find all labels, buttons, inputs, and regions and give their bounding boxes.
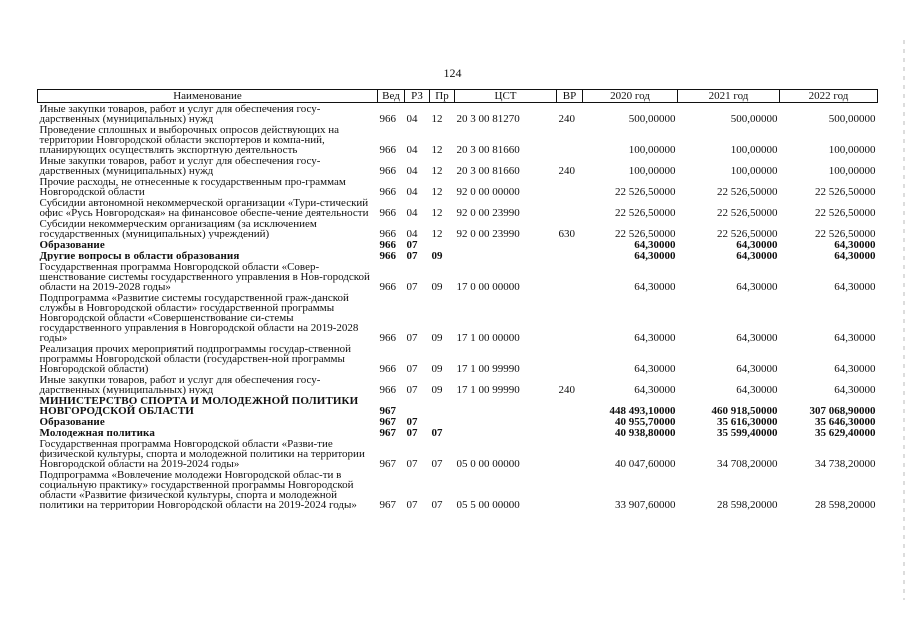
cell-pr: 12 (431, 207, 443, 219)
cell-cst: 92 0 00 23990 (456, 228, 520, 240)
cell-name: Подпрограмма «Развитие системы государственной граж-данской службы в Новгородской области» государственной программы Новгородской области «Совершенствование си-стемы государственного управления в Новгородской области на 2019-2028 годы» (39, 292, 359, 343)
table-row (38, 292, 878, 343)
cell-ved: 967 (379, 427, 396, 439)
cell-vr (557, 395, 583, 416)
table-row (38, 103, 878, 125)
cell-pr: 12 (431, 186, 443, 198)
table-row (38, 197, 878, 218)
cell-ved: 966 (379, 186, 396, 198)
table-header-row (38, 90, 878, 103)
cell-y2020: 448 493,10000 (609, 405, 676, 417)
cell-rz (405, 395, 430, 416)
cell-cst: 20 3 00 81660 (456, 144, 520, 156)
cell-y2021: 64,30000 (736, 384, 778, 396)
header-cst: ЦСТ (455, 90, 557, 103)
cell-rz: 04 (406, 207, 418, 219)
cell-cst: 92 0 00 00000 (456, 186, 520, 198)
header-vr: ВР (557, 90, 583, 103)
cell-name: Молодежная политика (39, 427, 155, 438)
cell-name: Проведение сплошных и выборочных опросов действующих на территории Новгородской области экспортеров и компа-ний, планирующих осуществлять экспортную деятельность (39, 124, 339, 155)
cell-pr: 12 (431, 144, 443, 156)
cell-ved: 966 (379, 144, 396, 156)
header-2020: 2020 год (583, 90, 678, 103)
cell-name: Государственная программа Новгородской области «Разви-тие физической культуры, спорта и молодежной политики на территории Новгородской области на 2019-2024 годы» (39, 438, 365, 469)
cell-y2022: 100,00000 (828, 144, 876, 156)
cell-pr: 09 (431, 384, 443, 396)
table-row (38, 176, 878, 197)
cell-ved: 966 (379, 384, 396, 396)
cell-y2021: 460 918,50000 (711, 405, 778, 417)
cell-pr: 09 (431, 281, 443, 293)
cell-name: МИНИСТЕРСТВО СПОРТА И МОЛОДЕЖНОЙ ПОЛИТИКИ НОВГОРОДСКОЙ ОБЛАСТИ (39, 395, 359, 416)
cell-y2020: 64,30000 (634, 363, 676, 375)
cell-rz: 07 (406, 384, 418, 396)
cell-pr: 12 (431, 228, 443, 240)
cell-name: Субсидии автономной некоммерческой организации «Тури-стический офис «Русь Новгородская» на финансовое обеспе-чение деятельности (39, 197, 369, 218)
cell-name: Иные закупки товаров, работ и услуг для обеспечения госу-дарственных (муниципальных) нужд (39, 155, 321, 176)
cell-pr: 07 (431, 427, 443, 439)
cell-y2020: 64,30000 (634, 281, 676, 293)
cell-ved: 966 (379, 281, 396, 293)
cell-rz: 04 (406, 228, 418, 240)
cell-y2022: 22 526,50000 (815, 186, 876, 198)
cell-y2021: 64,30000 (736, 332, 778, 344)
cell-ved: 966 (379, 250, 396, 262)
cell-y2021: 22 526,50000 (717, 228, 778, 240)
table-row (38, 438, 878, 469)
cell-ved: 966 (379, 363, 396, 375)
cell-y2020: 100,00000 (628, 144, 676, 156)
table-row (38, 427, 878, 438)
cell-name: Образование (39, 239, 105, 250)
cell-rz: 07 (406, 363, 418, 375)
table-row (38, 250, 878, 261)
header-name: Наименование (38, 90, 378, 103)
cell-vr (557, 250, 583, 261)
cell-y2022: 100,00000 (828, 165, 876, 177)
cell-ved: 966 (379, 165, 396, 177)
cell-vr (557, 469, 583, 510)
cell-pr: 07 (431, 458, 443, 470)
cell-y2020: 33 907,60000 (615, 499, 676, 511)
cell-y2021: 100,00000 (730, 165, 778, 177)
cell-y2020: 40 938,80000 (615, 427, 676, 439)
cell-ved: 967 (379, 458, 396, 470)
header-ved: Вед (378, 90, 405, 103)
header-2022: 2022 год (780, 90, 878, 103)
cell-vr (557, 416, 583, 427)
cell-vr (557, 261, 583, 292)
cell-pr: 12 (431, 165, 443, 177)
cell-rz: 04 (406, 186, 418, 198)
cell-y2020: 500,00000 (628, 113, 676, 125)
cell-y2021: 22 526,50000 (717, 186, 778, 198)
cell-y2020: 40 955,70000 (615, 416, 676, 428)
table-row (38, 218, 878, 239)
cell-y2021: 100,00000 (730, 144, 778, 156)
cell-cst: 05 5 00 00000 (456, 499, 520, 511)
cell-vr: 240 (558, 384, 575, 396)
cell-rz: 07 (406, 250, 418, 262)
cell-name: Иные закупки товаров, работ и услуг для обеспечения госу-дарственных (муниципальных) нужд (39, 103, 321, 124)
budget-table (37, 89, 878, 510)
cell-rz: 07 (406, 239, 418, 251)
cell-y2022: 64,30000 (834, 239, 876, 251)
header-pr: Пр (430, 90, 455, 103)
cell-cst (455, 427, 557, 438)
cell-pr: 12 (431, 113, 443, 125)
cell-name: Иные закупки товаров, работ и услуг для обеспечения госу-дарственных (муниципальных) нужд (39, 374, 321, 395)
cell-y2022: 35 629,40000 (815, 427, 876, 439)
table-body (38, 103, 878, 511)
cell-y2021: 500,00000 (730, 113, 778, 125)
cell-cst (455, 239, 557, 250)
cell-pr (430, 395, 455, 416)
cell-y2022: 34 738,20000 (815, 458, 876, 470)
cell-y2020: 22 526,50000 (615, 228, 676, 240)
cell-y2020: 100,00000 (628, 165, 676, 177)
table-row (38, 239, 878, 250)
cell-y2022: 28 598,20000 (815, 499, 876, 511)
cell-y2022: 64,30000 (834, 384, 876, 396)
cell-cst: 20 3 00 81270 (456, 113, 520, 125)
cell-ved: 966 (379, 228, 396, 240)
cell-vr: 630 (558, 228, 575, 240)
cell-name: Подпрограмма «Вовлечение молодежи Новгородской облас-ти в социальную практику» государственной программы Новгородской области «Развитие физической культуры, спорта и молодежной политики на территории Новгородской области на 2019-2024 годы» (39, 469, 357, 510)
cell-vr (557, 292, 583, 343)
cell-rz: 04 (406, 165, 418, 177)
cell-rz: 07 (406, 281, 418, 293)
cell-rz: 07 (406, 499, 418, 511)
cell-cst: 17 1 00 99990 (456, 384, 520, 396)
cell-y2020: 22 526,50000 (615, 207, 676, 219)
table-row (38, 155, 878, 176)
cell-vr (557, 343, 583, 374)
cell-vr: 240 (558, 165, 575, 177)
cell-y2021: 64,30000 (736, 363, 778, 375)
cell-name: Другие вопросы в области образования (39, 250, 240, 261)
cell-pr: 07 (431, 499, 443, 511)
cell-pr (430, 416, 455, 427)
cell-y2020: 22 526,50000 (615, 186, 676, 198)
table-row (38, 469, 878, 510)
cell-ved: 966 (379, 239, 396, 251)
table-row (38, 395, 878, 416)
cell-y2020: 64,30000 (634, 250, 676, 262)
cell-pr: 09 (431, 332, 443, 344)
header-2021: 2021 год (678, 90, 780, 103)
page-number: 124 (443, 66, 462, 80)
cell-ved: 967 (379, 405, 396, 417)
cell-y2021: 64,30000 (736, 239, 778, 251)
cell-ved: 966 (379, 332, 396, 344)
cell-name: Образование (39, 416, 105, 427)
cell-name: Субсидии некоммерческим организациям (за исключением государственных (муниципальных) учреждений) (39, 218, 317, 239)
cell-y2022: 64,30000 (834, 332, 876, 344)
cell-y2021: 22 526,50000 (717, 207, 778, 219)
cell-pr (430, 239, 455, 250)
cell-y2021: 35 616,30000 (717, 416, 778, 428)
table-row (38, 374, 878, 395)
cell-name: Прочие расходы, не отнесенные к государственным про-граммам Новгородской области (39, 176, 346, 197)
cell-y2020: 64,30000 (634, 384, 676, 396)
cell-cst (455, 250, 557, 261)
cell-vr (557, 239, 583, 250)
cell-vr (557, 427, 583, 438)
cell-pr: 09 (431, 250, 443, 262)
cell-rz: 07 (406, 427, 418, 439)
cell-y2021: 64,30000 (736, 250, 778, 262)
cell-vr (557, 197, 583, 218)
cell-ved: 966 (379, 207, 396, 219)
cell-rz: 07 (406, 332, 418, 344)
cell-vr (557, 438, 583, 469)
table-row (38, 343, 878, 374)
cell-vr (557, 124, 583, 155)
cell-cst: 17 0 00 00000 (456, 281, 520, 293)
cell-y2022: 64,30000 (834, 363, 876, 375)
table-row (38, 124, 878, 155)
cell-ved: 967 (379, 416, 396, 428)
cell-cst: 05 0 00 00000 (456, 458, 520, 470)
cell-rz: 04 (406, 144, 418, 156)
cell-vr: 240 (558, 113, 575, 125)
cell-vr (557, 176, 583, 197)
cell-y2020: 40 047,60000 (615, 458, 676, 470)
cell-y2022: 64,30000 (834, 250, 876, 262)
cell-ved: 966 (379, 113, 396, 125)
cell-cst (455, 416, 557, 427)
cell-cst: 20 3 00 81660 (456, 165, 520, 177)
cell-y2022: 500,00000 (828, 113, 876, 125)
cell-y2022: 307 068,90000 (809, 405, 876, 417)
cell-name: Государственная программа Новгородской области «Совер-шенствование системы государственного управления в Нов-городской области на 2019-2028 годы» (39, 261, 370, 292)
cell-pr: 09 (431, 363, 443, 375)
cell-y2021: 34 708,20000 (717, 458, 778, 470)
cell-rz: 07 (406, 416, 418, 428)
cell-y2022: 22 526,50000 (815, 207, 876, 219)
cell-y2022: 35 646,30000 (815, 416, 876, 428)
cell-cst (455, 395, 557, 416)
cell-y2021: 64,30000 (736, 281, 778, 293)
cell-rz: 04 (406, 113, 418, 125)
cell-y2021: 28 598,20000 (717, 499, 778, 511)
cell-y2020: 64,30000 (634, 239, 676, 251)
cell-cst: 17 1 00 00000 (456, 332, 520, 344)
cell-y2020: 64,30000 (634, 332, 676, 344)
cell-y2022: 22 526,50000 (815, 228, 876, 240)
cell-cst: 92 0 00 23990 (456, 207, 520, 219)
cell-ved: 967 (379, 499, 396, 511)
cell-cst: 17 1 00 99990 (456, 363, 520, 375)
cell-name: Реализация прочих мероприятий подпрограммы государ-ственной программы Новгородской области (государствен-ной программы Новгородской области) (39, 343, 352, 374)
header-rz: РЗ (405, 90, 430, 103)
table-row (38, 261, 878, 292)
cell-rz: 07 (406, 458, 418, 470)
cell-y2022: 64,30000 (834, 281, 876, 293)
table-row (38, 416, 878, 427)
cell-y2021: 35 599,40000 (717, 427, 778, 439)
